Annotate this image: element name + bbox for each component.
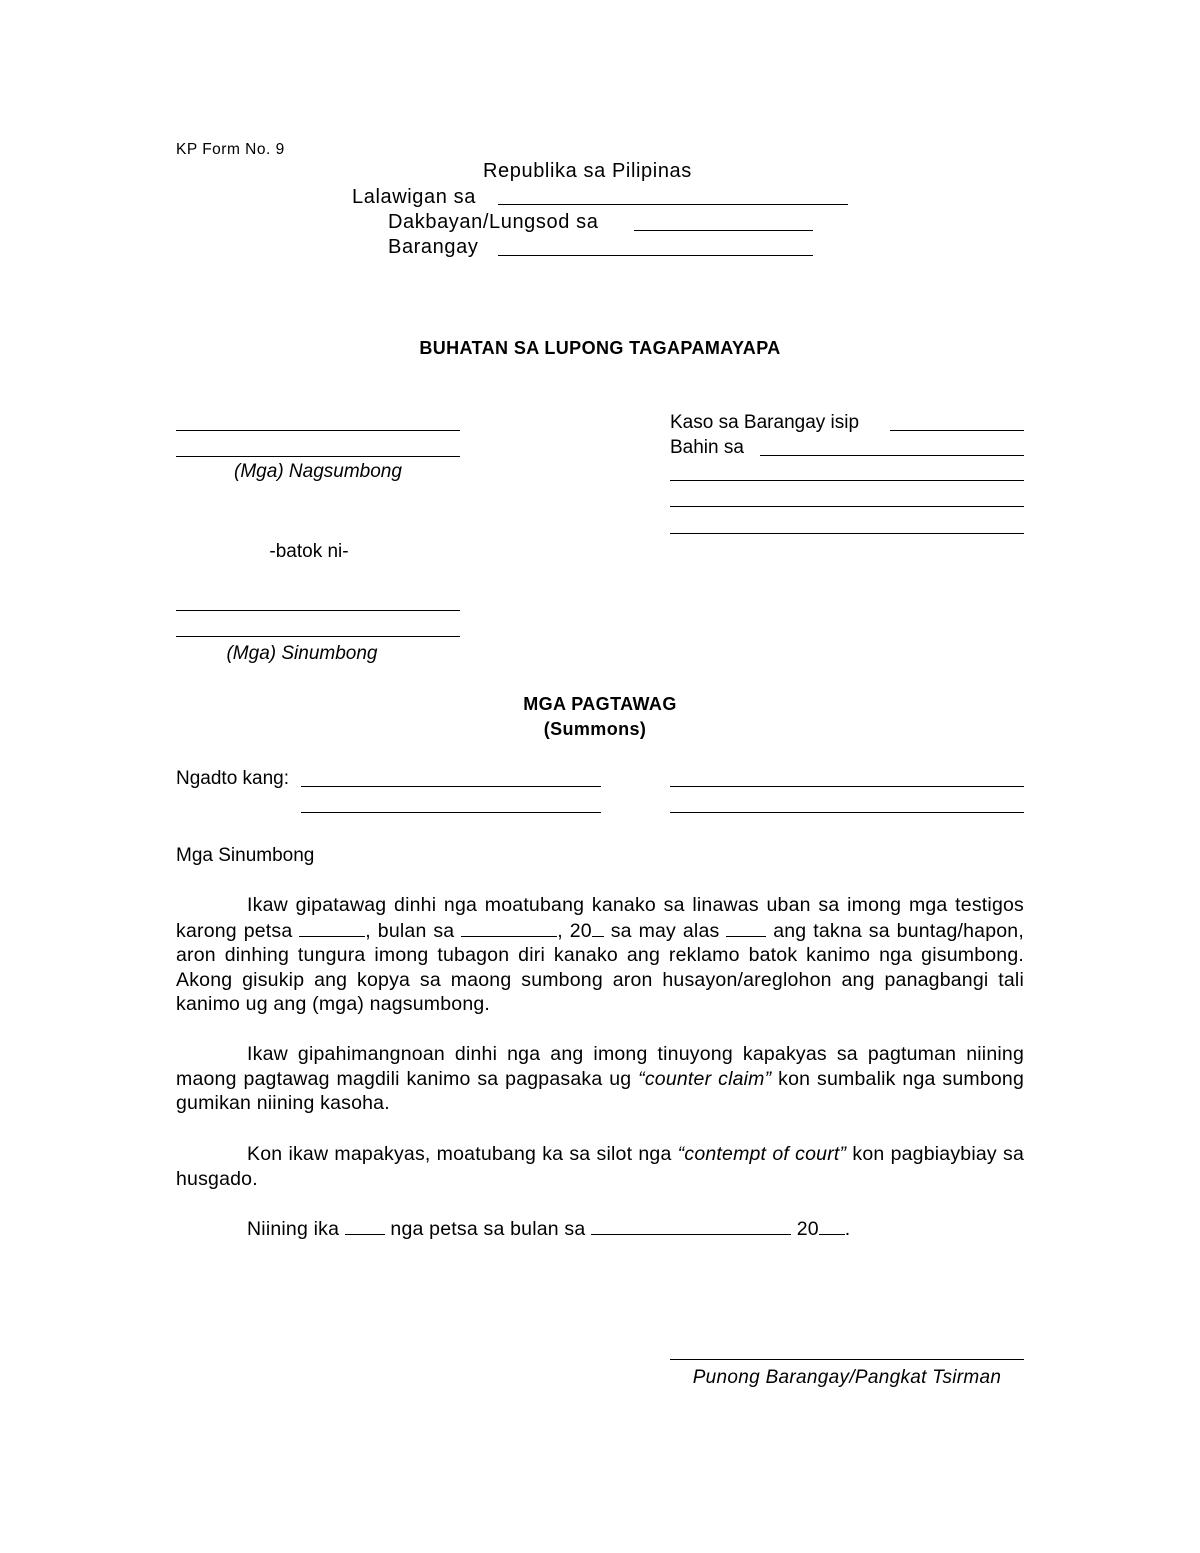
contempt-term: “contempt of court” [677, 1143, 847, 1165]
republic-heading: Republika sa Pilipinas [483, 160, 692, 182]
date-line-text-a: Niining ika [247, 1218, 340, 1240]
para1-text-e: ang takna sa buntag/hapon, aron dinhing tungura imong tubagon diri kanako ang reklamo batok kanimo nga gisumbong. Akong gisukip ang kopya sa maong sumbong aron husayon/areglohon ang panagbangi tali kanimo ug ang (mga) nagsumbong. [176, 919, 1024, 1016]
barangay-blank[interactable] [498, 255, 813, 256]
respondent-line-2[interactable] [176, 636, 460, 637]
para2-text-a: Ikaw gipahimangnoan dinhi nga ang imong tinuyong kapakyas sa pagtuman niining maong pagtawag magdili kanimo sa pagpasaka ug [176, 1043, 1024, 1090]
signature-line[interactable] [670, 1359, 1024, 1360]
complainant-line-2[interactable] [176, 456, 460, 457]
para2-text-c: kon sumbalik nga sumbong gumikan niining kasoha. [176, 1067, 1024, 1115]
addressee-label: Mga Sinumbong [176, 845, 315, 866]
para1-text-b: , bulan sa [365, 919, 455, 942]
hour-blank[interactable] [726, 918, 766, 937]
complainants-label: (Mga) Nagsumbong [234, 461, 402, 482]
date-line-text-b: nga petsa sa bulan sa [390, 1218, 586, 1240]
para3-text-a: Kon ikaw mapakyas, moatubang ka sa silot nga [247, 1143, 672, 1165]
respondents-label: (Mga) Sinumbong [226, 643, 378, 664]
form-number: KP Form No. 9 [176, 141, 285, 158]
date-line-text-c: 20 [796, 1218, 819, 1240]
para1-text-a: Ikaw gipatawag dinhi nga moatubang kanako sa linawas uban sa imong mga testigos karong petsa [176, 894, 1024, 942]
complainant-line-1[interactable] [176, 430, 460, 431]
for-line-3[interactable] [670, 506, 1024, 507]
for-line-4[interactable] [670, 533, 1024, 534]
for-label: Bahin sa [670, 437, 744, 458]
signatory-label: Punong Barangay/Pangkat Tsirman [692, 1367, 1002, 1388]
counter-claim-term: “counter claim” [638, 1067, 772, 1090]
month-blank[interactable] [461, 918, 557, 937]
case-number-label: Kaso sa Barangay isip [670, 412, 860, 433]
year-blank[interactable] [592, 918, 604, 937]
for-line-2[interactable] [670, 480, 1024, 481]
month-line-blank[interactable] [591, 1216, 791, 1235]
city-label: Dakbayan/Lungsod sa [388, 211, 599, 233]
barangay-label: Barangay [388, 236, 479, 258]
summons-subtitle: (Summons) [543, 719, 647, 739]
para3-text-c: kon pagbiaybiay sa husgado. [176, 1143, 1025, 1190]
case-number-blank[interactable] [890, 430, 1024, 431]
addressee-line-2[interactable] [301, 812, 601, 813]
province-label: Lalawigan sa [352, 186, 476, 208]
to-label: Ngadto kang: [176, 768, 290, 789]
day-blank[interactable] [345, 1216, 385, 1235]
respondent-line-1[interactable] [176, 610, 460, 611]
summons-title: MGA PAGTAWAG [523, 694, 677, 714]
para1-text-d: sa may alas [610, 919, 720, 942]
province-blank[interactable] [498, 204, 848, 205]
addressee-line-4[interactable] [670, 812, 1024, 813]
para1-text-c: , 20 [557, 919, 592, 942]
date-line-text-d: . [844, 1218, 851, 1240]
paragraph-warning [176, 1042, 1024, 1116]
addressee-line-1[interactable] [301, 786, 601, 787]
versus-label: -batok ni- [269, 541, 349, 562]
date-line [247, 1216, 850, 1241]
city-blank[interactable] [634, 230, 813, 231]
date-blank[interactable] [299, 918, 365, 937]
office-title: BUHATAN SA LUPONG TAGAPAMAYAPA [419, 338, 781, 358]
paragraph-contempt [176, 1142, 1024, 1191]
addressee-line-3[interactable] [670, 786, 1024, 787]
paragraph-summons [176, 893, 1024, 1017]
year-line-blank[interactable] [819, 1216, 845, 1235]
for-blank[interactable] [760, 455, 1024, 456]
